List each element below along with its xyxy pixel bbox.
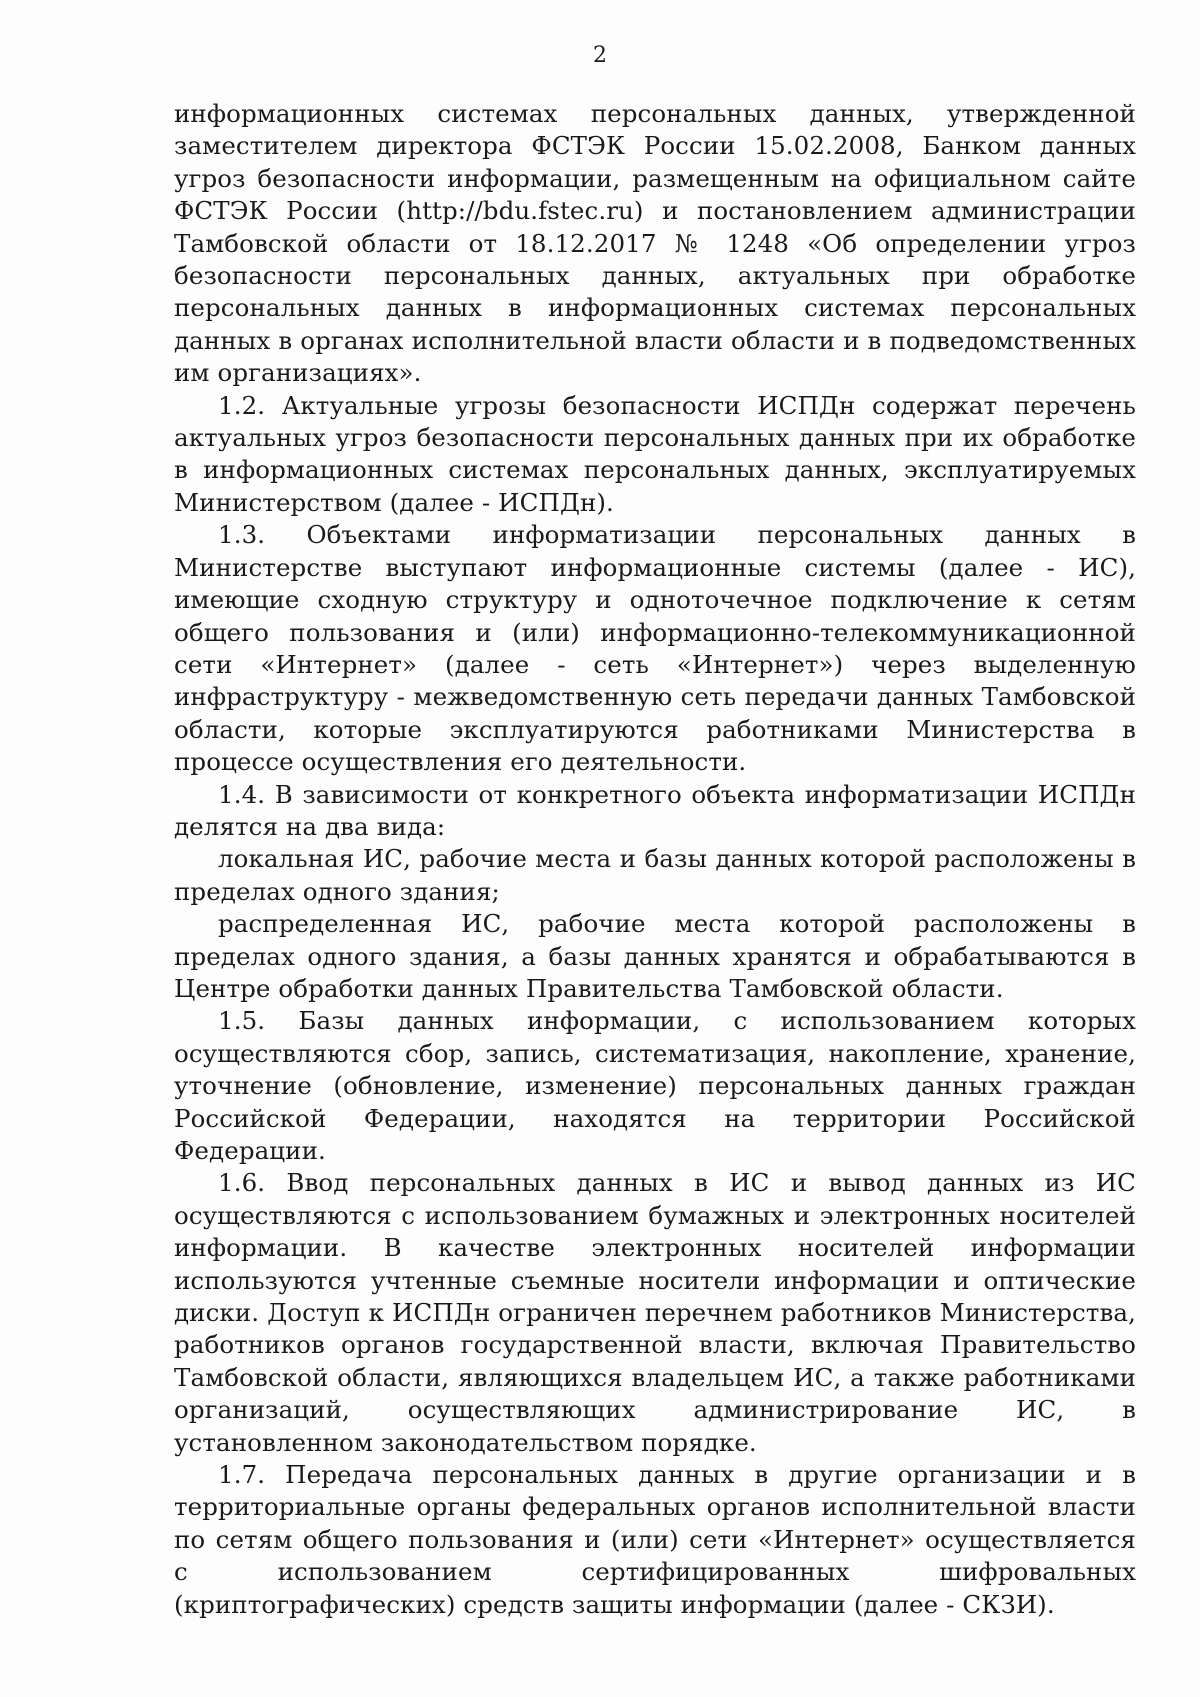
paragraph-continuation: информационных системах персональных данных, утвержденной заместителем директора ФСТЭК России 15.02.2008, Банком данных угроз безопасности информации, размещенным на официальном сайте ФСТЭК России (http://bdu.fstec.ru) и постановлением администрации Тамбовской области от 18.12.2017 № 1248 «Об определении угроз безопасности персональных данных, актуальных при обработке персональных данных в информационных системах персональных данных в органах исполнительной власти области и в подведомственных им организациях».: [174, 99, 1136, 388]
paragraph-1-5: 1.5. Базы данных информации, с использованием которых осуществляются сбор, запись, систематизация, накопление, хранение, уточнение (обновление, изменение) персональных данных граждан Российской Федерации, находятся на территории Российской Федерации.: [174, 1006, 1136, 1165]
page-number: 2: [593, 43, 607, 68]
paragraph-1-2: 1.2. Актуальные угрозы безопасности ИСПДн содержат перечень актуальных угроз безопасности персональных данных при их обработке в информационных системах персональных данных, эксплуатируемых Министерством (далее - ИСПДн).: [174, 390, 1136, 517]
paragraph-1-4: 1.4. В зависимости от конкретного объекта информатизации ИСПДн делятся на два вида:: [174, 779, 1136, 841]
paragraph-1-3: 1.3. Объектами информатизации персональных данных в Министерстве выступают информационные системы (далее - ИС), имеющие сходную структуру и одноточечное подключение к сетям общего пользования и (или) информационно-телекоммуникационной сети «Интернет» (далее - сеть «Интернет») через выделенную инфраструктуру - межведомственную сеть передачи данных Тамбовской области, которые эксплуатируются работниками Министерства в процессе осуществления его деятельности.: [174, 520, 1136, 777]
document-body: [174, 98, 1136, 1621]
paragraph-1-6: 1.6. Ввод персональных данных в ИС и вывод данных из ИС осуществляются с использованием бумажных и электронных носителей информации. В качестве электронных носителей информации используются учтенные съемные носители информации и оптические диски. Доступ к ИСПДн ограничен перечнем работников Министерства, работников органов государственной власти, включая Правительство Тамбовской области, являющихся владельцем ИС, а также работниками организаций, осуществляющих администрирование ИС, в установленном законодательством порядке.: [174, 1168, 1136, 1457]
paragraph-distributed-is: распределенная ИС, рабочие места которой расположены в пределах одного здания, а базы данных хранятся и обрабатываются в Центре обработки данных Правительства Тамбовской области.: [174, 909, 1136, 1003]
paragraph-1-7: 1.7. Передача персональных данных в другие организации и в территориальные органы федеральных органов исполнительной власти по сетям общего пользования и (или) сети «Интернет» осуществляется с использованием сертифицированных шифровальных (криптографических) средств защиты информации (далее - СКЗИ).: [174, 1460, 1136, 1619]
paragraph-local-is: локальная ИС, рабочие места и базы данных которой расположены в пределах одного здания;: [174, 844, 1136, 906]
